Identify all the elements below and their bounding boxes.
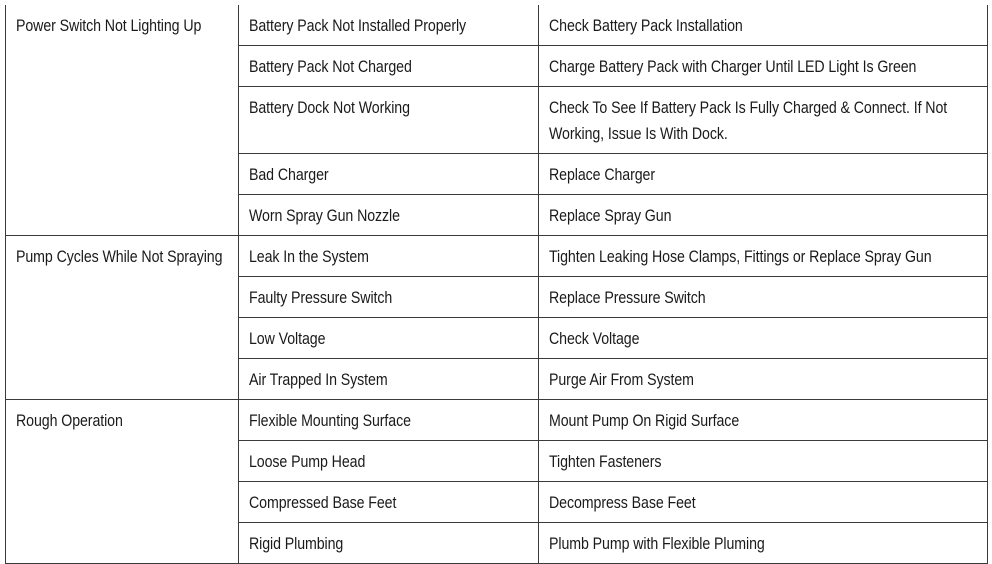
solution-text: Charge Battery Pack with Charger Until LED Light Is Green xyxy=(549,58,917,76)
solution-text: Check Battery Pack Installation xyxy=(549,17,743,35)
solution-text: Plumb Pump with Flexible Pluming xyxy=(549,535,765,553)
cause-text: Air Trapped In System xyxy=(249,371,388,389)
problem-text: Power Switch Not Lighting Up xyxy=(16,17,202,35)
solution-cell xyxy=(539,87,988,154)
cause-cell xyxy=(239,154,539,195)
problem-text: Rough Operation xyxy=(16,412,123,430)
solution-cell xyxy=(539,359,988,400)
solution-cell xyxy=(539,5,988,46)
cause-cell xyxy=(239,523,539,564)
cause-text: Flexible Mounting Surface xyxy=(249,412,411,430)
solution-text: Replace Pressure Switch xyxy=(549,289,706,307)
solution-text: Decompress Base Feet xyxy=(549,494,696,512)
cause-cell xyxy=(239,359,539,400)
cause-cell xyxy=(239,318,539,359)
solution-cell xyxy=(539,195,988,236)
cause-cell xyxy=(239,5,539,46)
table-row xyxy=(6,236,988,277)
cause-text: Battery Pack Not Installed Properly xyxy=(249,17,467,35)
cause-cell xyxy=(239,482,539,523)
problem-cell xyxy=(6,400,239,564)
cause-cell xyxy=(239,277,539,318)
troubleshooting-table xyxy=(5,5,988,564)
solution-cell xyxy=(539,236,988,277)
solution-cell xyxy=(539,400,988,441)
solution-cell xyxy=(539,441,988,482)
cause-text: Loose Pump Head xyxy=(249,453,366,471)
table-row xyxy=(6,5,988,46)
cause-cell xyxy=(239,400,539,441)
cause-cell xyxy=(239,46,539,87)
solution-text: Purge Air From System xyxy=(549,371,694,389)
solution-text: Tighten Leaking Hose Clamps, Fittings or Replace Spray Gun xyxy=(549,248,932,266)
cause-text: Battery Pack Not Charged xyxy=(249,58,412,76)
solution-cell xyxy=(539,46,988,87)
solution-cell xyxy=(539,523,988,564)
solution-text: Check To See If Battery Pack Is Fully Charged & Connect. If Not Working, Issue Is With Dock. xyxy=(549,99,948,143)
cause-text: Leak In the System xyxy=(249,248,369,266)
cause-text: Rigid Plumbing xyxy=(249,535,344,553)
problem-cell xyxy=(6,236,239,400)
cause-text: Low Voltage xyxy=(249,330,326,348)
cause-cell xyxy=(239,195,539,236)
cause-text: Faulty Pressure Switch xyxy=(249,289,393,307)
solution-cell xyxy=(539,318,988,359)
solution-text: Check Voltage xyxy=(549,330,640,348)
solution-cell xyxy=(539,482,988,523)
cause-text: Battery Dock Not Working xyxy=(249,99,410,117)
solution-cell xyxy=(539,154,988,195)
cause-cell xyxy=(239,87,539,154)
solution-text: Mount Pump On Rigid Surface xyxy=(549,412,740,430)
cause-cell xyxy=(239,236,539,277)
problem-cell xyxy=(6,5,239,236)
cause-cell xyxy=(239,441,539,482)
solution-cell xyxy=(539,277,988,318)
solution-text: Tighten Fasteners xyxy=(549,453,662,471)
solution-text: Replace Spray Gun xyxy=(549,207,672,225)
solution-text: Replace Charger xyxy=(549,166,655,184)
table-row xyxy=(6,400,988,441)
problem-text: Pump Cycles While Not Spraying xyxy=(16,248,223,266)
cause-text: Bad Charger xyxy=(249,166,329,184)
cause-text: Worn Spray Gun Nozzle xyxy=(249,207,400,225)
cause-text: Compressed Base Feet xyxy=(249,494,397,512)
